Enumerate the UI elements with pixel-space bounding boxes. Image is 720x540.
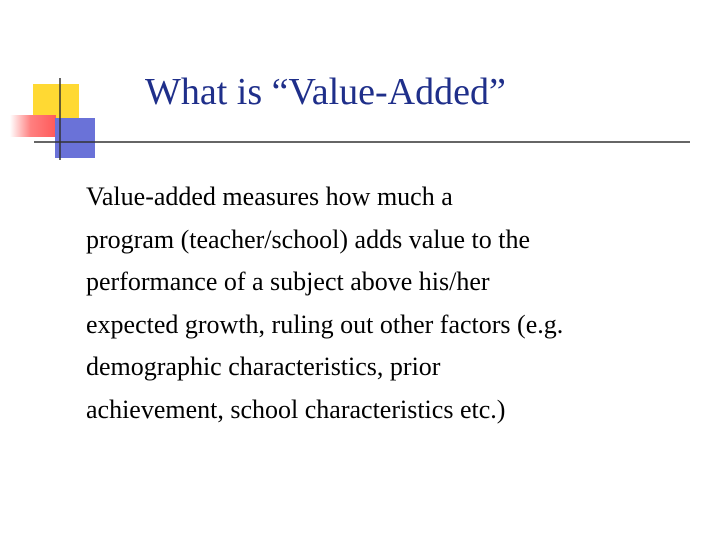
body-line: program (teacher/school) adds value to the [86,224,530,254]
body-line: Value-added measures how much a [86,182,453,211]
red-bar [10,115,56,137]
blue-square [55,118,95,158]
body-line: expected growth, ruling out other factors (e.g. [86,309,564,339]
body-line: demographic characteristics, prior [86,352,441,381]
body-line: performance of a subject above his/her [86,267,490,296]
slide-title: What is “Value-Added” [145,71,506,113]
body-paragraph [86,176,696,431]
body-line: achievement, school characteristics etc.) [86,394,506,424]
